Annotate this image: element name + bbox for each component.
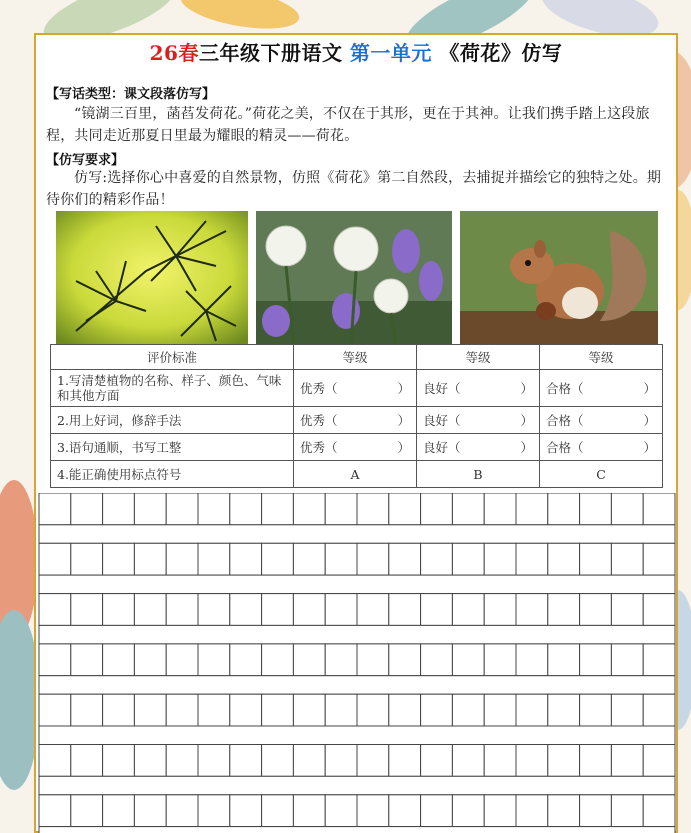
writing-cell[interactable] [389, 745, 421, 777]
header-grade-1: 等级 [294, 345, 417, 370]
writing-cell[interactable] [421, 694, 453, 726]
table-row [51, 407, 663, 434]
writing-cell[interactable] [611, 694, 643, 726]
worksheet [34, 33, 678, 833]
table-header-row [51, 345, 663, 370]
writing-cell[interactable] [166, 644, 198, 676]
writing-cell[interactable] [484, 795, 516, 827]
close-paren: ） [397, 413, 410, 428]
writing-cell[interactable] [643, 745, 675, 777]
grade-label: 优秀（ [300, 413, 338, 428]
criterion-cell: 1.写清楚植物的名称、样子、颜色、气味和其他方面 [51, 370, 294, 407]
writing-cell[interactable] [357, 644, 389, 676]
writing-cell[interactable] [166, 543, 198, 575]
writing-cell[interactable] [580, 594, 612, 626]
close-paren: ） [643, 440, 656, 455]
grade-label: 良好（ [423, 440, 461, 455]
writing-cell[interactable] [325, 694, 357, 726]
writing-cell[interactable] [611, 594, 643, 626]
writing-cell[interactable] [452, 644, 484, 676]
writing-cell[interactable] [134, 795, 166, 827]
writing-grid-row[interactable] [39, 493, 675, 525]
writing-cell[interactable] [166, 795, 198, 827]
writing-cell[interactable] [452, 745, 484, 777]
writing-cell[interactable] [39, 745, 71, 777]
section-heading-requirement: 【仿写要求】 [46, 153, 125, 168]
writing-cell[interactable] [71, 694, 103, 726]
writing-cell[interactable] [516, 493, 548, 525]
writing-cell[interactable] [134, 594, 166, 626]
title-suffix: 《荷花》仿写 [439, 41, 563, 65]
writing-cell[interactable] [39, 644, 71, 676]
writing-cell[interactable] [325, 795, 357, 827]
writing-cell[interactable] [198, 644, 230, 676]
writing-cell[interactable] [293, 795, 325, 827]
writing-grid[interactable] [37, 493, 677, 833]
writing-cell[interactable] [548, 694, 580, 726]
writing-cell[interactable] [452, 493, 484, 525]
writing-cell[interactable] [198, 745, 230, 777]
writing-cell[interactable] [103, 493, 135, 525]
writing-cell[interactable] [580, 694, 612, 726]
close-paren: ） [397, 440, 410, 455]
writing-row-spacer [39, 676, 675, 695]
criterion-cell: 4.能正确使用标点符号 [51, 461, 294, 488]
close-paren: ） [643, 413, 656, 428]
table-row [51, 370, 663, 407]
intro-paragraph: “镜湖三百里，菡萏发荷花。”荷花之美，不仅在于其形，更在于其神。让我们携手踏上这段旅程，共同走近那夏日里最为耀眼的精灵——荷花。 [46, 106, 650, 144]
writing-cell[interactable] [103, 594, 135, 626]
writing-cell[interactable] [39, 493, 71, 525]
grade-c-cell[interactable]: C [540, 461, 663, 488]
writing-cell[interactable] [230, 543, 262, 575]
writing-cell[interactable] [548, 594, 580, 626]
header-grade-2: 等级 [417, 345, 540, 370]
writing-cell[interactable] [389, 543, 421, 575]
grade-pass-cell[interactable] [540, 370, 663, 407]
writing-cell[interactable] [198, 493, 230, 525]
writing-cell[interactable] [611, 493, 643, 525]
writing-cell[interactable] [71, 745, 103, 777]
table-row [51, 461, 663, 488]
header-grade-3: 等级 [540, 345, 663, 370]
writing-cell[interactable] [103, 745, 135, 777]
writing-cell[interactable] [71, 493, 103, 525]
writing-cell[interactable] [262, 795, 294, 827]
writing-cell[interactable] [166, 493, 198, 525]
grade-label: 优秀（ [300, 440, 338, 455]
criterion-cell: 2.用上好词，修辞手法 [51, 407, 294, 434]
grade-pass-cell[interactable] [540, 434, 663, 461]
writing-cell[interactable] [262, 644, 294, 676]
close-paren: ） [520, 381, 533, 396]
writing-cell[interactable] [421, 644, 453, 676]
writing-cell[interactable] [166, 694, 198, 726]
writing-cell[interactable] [134, 493, 166, 525]
writing-cell[interactable] [262, 594, 294, 626]
writing-cell[interactable] [198, 694, 230, 726]
writing-cell[interactable] [643, 694, 675, 726]
writing-cell[interactable] [389, 644, 421, 676]
writing-cell[interactable] [643, 594, 675, 626]
writing-cell[interactable] [134, 745, 166, 777]
writing-cell[interactable] [293, 543, 325, 575]
writing-cell[interactable] [230, 493, 262, 525]
writing-cell[interactable] [230, 644, 262, 676]
writing-cell[interactable] [134, 543, 166, 575]
writing-grid-row[interactable] [39, 745, 675, 777]
grade-label: 优秀（ [300, 381, 338, 396]
squirrel-image [460, 211, 658, 345]
grade-label: 合格（ [546, 381, 584, 396]
writing-cell[interactable] [103, 543, 135, 575]
writing-cell[interactable] [262, 694, 294, 726]
writing-cell[interactable] [357, 795, 389, 827]
grade-label: 合格（ [546, 413, 584, 428]
writing-cell[interactable] [643, 644, 675, 676]
writing-cell[interactable] [452, 594, 484, 626]
writing-cell[interactable] [611, 795, 643, 827]
writing-cell[interactable] [452, 543, 484, 575]
writing-cell[interactable] [611, 543, 643, 575]
writing-cell[interactable] [484, 745, 516, 777]
writing-cell[interactable] [516, 543, 548, 575]
writing-cell[interactable] [39, 795, 71, 827]
writing-cell[interactable] [198, 543, 230, 575]
section-heading-type: 【写话类型：课文段落仿写】 [46, 87, 216, 102]
writing-cell[interactable] [389, 694, 421, 726]
writing-cell[interactable] [103, 694, 135, 726]
title-prefix: 26春 [149, 41, 199, 65]
writing-cell[interactable] [643, 795, 675, 827]
writing-cell[interactable] [357, 493, 389, 525]
writing-cell[interactable] [262, 493, 294, 525]
writing-cell[interactable] [421, 795, 453, 827]
writing-cell[interactable] [293, 493, 325, 525]
writing-cell[interactable] [230, 795, 262, 827]
writing-cell[interactable] [325, 493, 357, 525]
writing-cell[interactable] [452, 795, 484, 827]
writing-cell[interactable] [103, 644, 135, 676]
grade-b-cell[interactable]: B [417, 461, 540, 488]
grade-label: 良好（ [423, 381, 461, 396]
writing-cell[interactable] [230, 594, 262, 626]
writing-cell[interactable] [548, 644, 580, 676]
clover-flowers-image [256, 211, 452, 345]
title-main: 三年级下册语文 [198, 41, 343, 65]
page-title [36, 37, 676, 66]
writing-cell[interactable] [484, 493, 516, 525]
close-paren: ） [520, 440, 533, 455]
grade-label: 合格（ [546, 440, 584, 455]
requirement-paragraph: 仿写:选择你心中喜爱的自然景物，仿照《荷花》第二自然段，去捕捉并描绘它的独特之处。期待你们的精彩作品！ [46, 170, 662, 208]
maple-leaves-image [56, 211, 248, 345]
writing-cell[interactable] [325, 543, 357, 575]
writing-cell[interactable] [421, 594, 453, 626]
table-row [51, 434, 663, 461]
writing-row-spacer [39, 525, 675, 544]
grade-pass-cell[interactable] [540, 407, 663, 434]
writing-cell[interactable] [484, 594, 516, 626]
writing-cell[interactable] [39, 543, 71, 575]
writing-cell[interactable] [452, 694, 484, 726]
writing-cell[interactable] [262, 745, 294, 777]
grade-good-cell[interactable] [417, 370, 540, 407]
writing-cell[interactable] [293, 745, 325, 777]
writing-cell[interactable] [580, 644, 612, 676]
close-paren: ） [643, 381, 656, 396]
writing-row-spacer [39, 776, 675, 795]
writing-cell[interactable] [611, 644, 643, 676]
writing-grid-row[interactable] [39, 594, 675, 626]
writing-cell[interactable] [325, 644, 357, 676]
writing-cell[interactable] [421, 745, 453, 777]
writing-cell[interactable] [516, 694, 548, 726]
criterion-cell: 3.语句通顺，书写工整 [51, 434, 294, 461]
writing-grid-row[interactable] [39, 543, 675, 575]
writing-cell[interactable] [293, 694, 325, 726]
writing-cell[interactable] [421, 493, 453, 525]
writing-cell[interactable] [325, 745, 357, 777]
writing-cell[interactable] [293, 644, 325, 676]
writing-cell[interactable] [134, 644, 166, 676]
writing-cell[interactable] [484, 543, 516, 575]
grade-a-cell[interactable]: A [294, 461, 417, 488]
writing-cell[interactable] [357, 543, 389, 575]
close-paren: ） [520, 413, 533, 428]
writing-cell[interactable] [166, 745, 198, 777]
writing-cell[interactable] [421, 543, 453, 575]
grade-good-cell[interactable] [417, 407, 540, 434]
writing-cell[interactable] [230, 694, 262, 726]
writing-cell[interactable] [103, 795, 135, 827]
writing-cell[interactable] [39, 694, 71, 726]
writing-cell[interactable] [389, 493, 421, 525]
writing-cell[interactable] [548, 795, 580, 827]
writing-cell[interactable] [293, 594, 325, 626]
writing-cell[interactable] [484, 644, 516, 676]
grade-excellent-cell[interactable] [294, 407, 417, 434]
writing-cell[interactable] [389, 594, 421, 626]
header-criteria: 评价标准 [51, 345, 294, 370]
writing-cell[interactable] [71, 594, 103, 626]
writing-cell[interactable] [548, 493, 580, 525]
writing-cell[interactable] [71, 644, 103, 676]
writing-cell[interactable] [71, 543, 103, 575]
evaluation-table [50, 344, 663, 488]
writing-cell[interactable] [548, 745, 580, 777]
grade-good-cell[interactable] [417, 434, 540, 461]
writing-row-spacer [39, 827, 675, 833]
writing-row-spacer [39, 625, 675, 644]
writing-cell[interactable] [71, 795, 103, 827]
writing-cell[interactable] [516, 795, 548, 827]
grade-excellent-cell[interactable] [294, 434, 417, 461]
writing-cell[interactable] [357, 694, 389, 726]
writing-row-spacer [39, 575, 675, 594]
writing-cell[interactable] [580, 493, 612, 525]
writing-cell[interactable] [643, 543, 675, 575]
writing-cell[interactable] [325, 594, 357, 626]
writing-cell[interactable] [516, 594, 548, 626]
writing-cell[interactable] [548, 543, 580, 575]
writing-cell[interactable] [230, 745, 262, 777]
writing-grid-row[interactable] [39, 644, 675, 676]
writing-row-spacer [39, 726, 675, 745]
writing-cell[interactable] [357, 594, 389, 626]
grade-excellent-cell[interactable] [294, 370, 417, 407]
writing-cell[interactable] [39, 594, 71, 626]
writing-grid-row[interactable] [39, 694, 675, 726]
writing-cell[interactable] [516, 644, 548, 676]
writing-cell[interactable] [262, 543, 294, 575]
writing-cell[interactable] [357, 745, 389, 777]
title-unit: 第一单元 [349, 41, 432, 65]
close-paren: ） [397, 381, 410, 396]
writing-cell[interactable] [484, 694, 516, 726]
writing-cell[interactable] [166, 594, 198, 626]
writing-cell[interactable] [198, 594, 230, 626]
writing-cell[interactable] [198, 795, 230, 827]
writing-grid-row[interactable] [39, 795, 675, 827]
writing-cell[interactable] [580, 795, 612, 827]
writing-cell[interactable] [611, 745, 643, 777]
writing-cell[interactable] [580, 543, 612, 575]
writing-cell[interactable] [643, 493, 675, 525]
writing-cell[interactable] [516, 745, 548, 777]
writing-cell[interactable] [389, 795, 421, 827]
writing-cell[interactable] [134, 694, 166, 726]
grade-label: 良好（ [423, 413, 461, 428]
writing-cell[interactable] [580, 745, 612, 777]
